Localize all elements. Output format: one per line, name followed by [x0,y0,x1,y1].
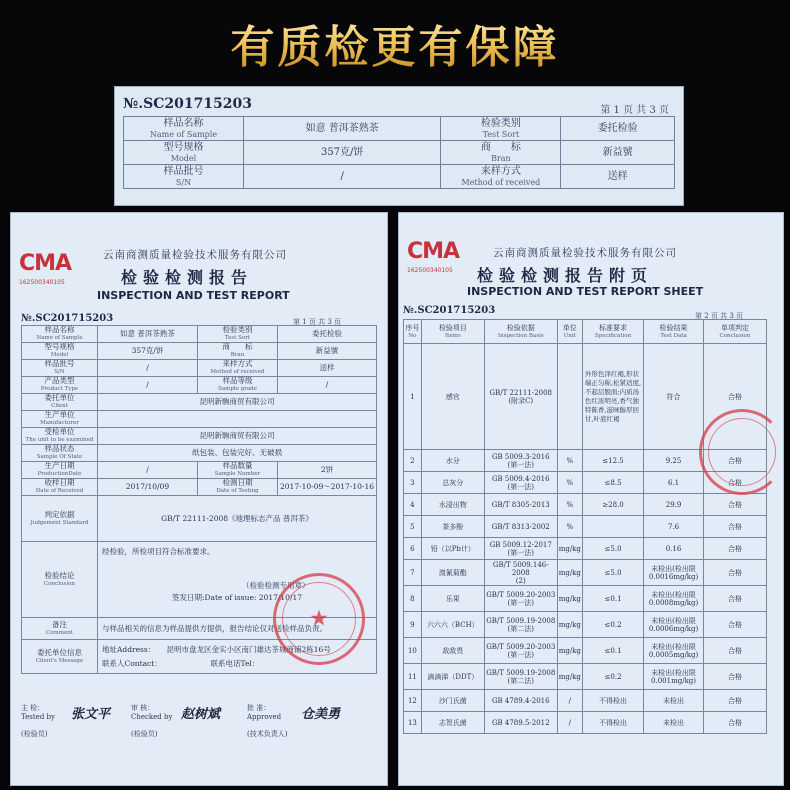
page-indicator: 第 1 页 共 3 页 [600,105,669,116]
report-appendix-page [398,212,784,786]
manufacturer-label: 生产单位 Manufacturer [22,411,98,428]
result-cell-spec: ≤0.2 [582,612,643,638]
field-label: 产品类型 Product Type [22,377,98,394]
field-value: 送样 [278,360,377,377]
seal-star-icon: ★ [309,606,329,632]
field-label: 商 标 Bran [441,141,561,165]
field-value: / [244,165,441,189]
result-cell-c: 合格 [703,664,766,690]
sample-info-row [22,343,377,360]
standard-value: GB/T 22111-2008《地理标志产品 普洱茶》 [98,496,377,542]
field-label: 检验类别 Test Sort [198,326,278,343]
result-cell-unit: % [557,494,582,516]
result-cell-unit: % [557,472,582,494]
result-cell-item: 感官 [421,344,484,450]
result-cell-unit: mg/kg [557,612,582,638]
column-header: 检验结果 Test Data [644,320,704,344]
result-row [404,690,767,712]
result-cell-basis: GB/T 5009.19-2008 (第二法) [484,664,557,690]
result-cell-basis: GB/T 5009.146-2008 (2) [484,560,557,586]
result-cell-item: 水分 [421,450,484,472]
field-label: 型号规格 Model [22,343,98,360]
result-cell-basis: GB/T 5009.20-2003 (第一法) [484,586,557,612]
result-cell-c: 合格 [703,560,766,586]
result-cell-data: 未检出(检出限0.0006mg/kg) [644,612,704,638]
result-cell-item: 沙门氏菌 [421,690,484,712]
column-header: 单位 Unit [557,320,582,344]
field-value: 357克/饼 [244,141,441,165]
production-date-value: / [98,462,198,479]
client-message-label: 委托单位信息 Client's Message [22,640,98,674]
field-value: 送样 [561,165,675,189]
result-cell-data: 未检出 [644,690,704,712]
production-date-label: 生产日期 ProductionDate [22,462,98,479]
result-row [404,586,767,612]
result-cell-c: 合格 [703,612,766,638]
strip-row [124,141,675,165]
result-cell-basis: GB/T 8305-2013 [484,494,557,516]
result-cell-unit: mg/kg [557,586,582,612]
result-cell-basis: GB 4789.4-2016 [484,690,557,712]
page-indicator: 第 2 页 共 3 页 [695,312,744,320]
result-cell-item: 乐果 [421,586,484,612]
result-cell-c: 合格 [703,638,766,664]
banner [0,0,790,85]
report-number: №.SC201715203 [21,313,114,324]
testing-date-label: 检测日期 Date of Testing [198,479,278,496]
result-cell-unit: mg/kg [557,638,582,664]
banner-title: 有质检更有保障 [231,11,560,75]
result-cell-c: 合格 [703,516,766,538]
tested-by: 主 检： Tested by (检验员) [21,704,55,738]
result-cell-item: 志贺氏菌 [421,712,484,734]
report-title: 检验检测报告 [121,268,254,287]
result-cell-spec: 不得检出 [582,712,643,734]
result-cell-n: 13 [404,712,422,734]
state-value: 纸包装、包装完好、无破损 [98,445,377,462]
conclusion-text: 经检验，所检项目符合标准要求。 [102,547,215,556]
result-cell-c: 合格 [703,712,766,734]
result-row [404,538,767,560]
result-cell-unit: / [557,712,582,734]
report-title-en: INSPECTION AND TEST REPORT [97,289,290,302]
result-cell-unit: mg/kg [557,538,582,560]
cma-number: 162500340105 [407,267,453,274]
report-title: 检验检测报告附页 [477,266,654,285]
field-value: / [278,377,377,394]
result-cell-n: 11 [404,664,422,690]
company-name: 云南商测质量检验技术服务有限公司 [103,249,287,261]
remark-value: 与样品相关的信息为样品提供方提供，报告结论仅对送检样品负责。 [98,618,377,640]
field-value: / [98,377,198,394]
result-row [404,494,767,516]
strip-table [123,116,675,189]
field-value: 如意 普洱茶熟茶 [244,117,441,141]
result-cell-unit: mg/kg [557,560,582,586]
field-label: 来样方式 Method of received [198,360,278,377]
result-cell-n: 6 [404,538,422,560]
report-number: №.SC201715203 [123,96,253,112]
client-address: 地址Address： 昆明市盘龙区金实小区南门雄达茶城商铺2栋16号 [102,644,331,654]
result-row [404,516,767,538]
result-cell-unit: / [557,690,582,712]
column-header: 单项判定 Conclusion [703,320,766,344]
result-cell-spec: 不得检出 [582,690,643,712]
checked-signature: 赵树斌 [181,707,221,722]
result-cell-n: 4 [404,494,422,516]
field-value: 委托检验 [278,326,377,343]
client-contact: 联系人Contact： 联系电话Tel： [102,658,260,668]
result-cell-basis: GB/T 22111-2008 (附录C) [484,344,557,450]
issue-date: 签发日期:Date of issue: 2017/10/17 [172,593,303,602]
result-cell-basis: GB 5009.4-2016 (第一法) [484,472,557,494]
result-cell-basis: GB/T 5009.20-2003 (第一法) [484,638,557,664]
result-cell-n: 7 [404,560,422,586]
field-label: 检验类别 Test Sort [441,117,561,141]
result-cell-unit: % [557,516,582,538]
cma-logo: CMA [407,239,460,264]
result-cell-n: 10 [404,638,422,664]
result-row [404,638,767,664]
result-row [404,664,767,690]
zoomed-header-strip [114,86,684,206]
result-cell-data: 未检出 [644,712,704,734]
result-cell-n: 1 [404,344,422,450]
strip-row [124,117,675,141]
result-cell-spec: 外形色泽红褐,形状端正匀称,松紧适度,不起层脱面;内质汤色红浓明亮,香气独特陈香,滋味醇厚回甘,叶底红褐 [582,344,643,450]
sample-info-row [22,377,377,394]
remark-label: 备注 Comment [22,618,98,640]
field-label: 样品批号 S/N [124,165,244,189]
result-row [404,560,767,586]
result-cell-item: 铅（以Pb计） [421,538,484,560]
field-label: 样品名称 Name of Sample [124,117,244,141]
sample-qty-value: 2饼 [278,462,377,479]
result-row [404,712,767,734]
result-cell-unit: mg/kg [557,664,582,690]
result-cell-spec: ≤0.1 [582,586,643,612]
result-cell-basis: GB/T 8313-2002 [484,516,557,538]
result-cell-spec: ≤0.2 [582,664,643,690]
field-value: 委托检验 [561,117,675,141]
field-value: 新益號 [278,343,377,360]
result-cell-data: 符合 [644,344,704,450]
field-label: 型号规格 Model [124,141,244,165]
result-cell-data: 7.6 [644,516,704,538]
result-cell-item: 敌敌畏 [421,638,484,664]
field-value: / [98,360,198,377]
column-header: 序号 No [404,320,422,344]
result-cell-data: 0.16 [644,538,704,560]
column-header: 标准要求 Specification [582,320,643,344]
cma-logo: CMA [19,251,72,276]
result-cell-c: 合格 [703,450,766,472]
standard-label: 判定依据 Judgement Standard [22,496,98,542]
red-seal-edge [699,409,785,495]
testing-date-value: 2017-10-09～2017-10-16 [278,479,377,496]
field-label: 样品名称 Name of Sample [22,326,98,343]
result-cell-spec: ≤12.5 [582,450,643,472]
result-cell-n: 3 [404,472,422,494]
sample-info-row [22,360,377,377]
result-cell-n: 5 [404,516,422,538]
field-label: 来样方式 Method of received [441,165,561,189]
result-cell-c: 合格 [703,690,766,712]
field-value: 357克/饼 [98,343,198,360]
result-cell-c: 合格 [703,538,766,560]
company-name: 云南商测质量检验技术服务有限公司 [493,247,677,259]
report-title-en: INSPECTION AND TEST REPORT SHEET [467,285,704,298]
cma-number: 162500340105 [19,279,65,286]
result-cell-n: 2 [404,450,422,472]
red-official-seal [273,573,365,665]
examined-label: 受检单位 The unit to be examined [22,428,98,445]
field-label: 样品批号 S/N [22,360,98,377]
results-table [403,319,767,734]
manufacturer-value [98,411,377,428]
result-cell-item: 溴氰菊酯 [421,560,484,586]
state-label: 样品状态 Sample Of State [22,445,98,462]
result-cell-basis: GB 5009.12-2017 (第一法) [484,538,557,560]
result-cell-c: 合格 [703,472,766,494]
received-date-value: 2017/10/09 [98,479,198,496]
client-label: 委托单位 Client [22,394,98,411]
checked-by: 审 核： Checked by (检验员) [131,704,173,738]
client-value: 昆明新駒商贸有限公司 [98,394,377,411]
result-cell-spec: ≤5.0 [582,538,643,560]
stamp-caption: （检验检测专用章） [242,581,310,590]
result-cell-basis: GB 5009.3-2016 (第一法) [484,450,557,472]
result-cell-spec: ≥28.0 [582,494,643,516]
result-cell-spec: ≤0.1 [582,638,643,664]
result-cell-spec [582,516,643,538]
result-cell-unit [557,344,582,450]
result-cell-c: 合格 [703,586,766,612]
result-cell-item: 水浸出物 [421,494,484,516]
examined-value: 昆明新駒商贸有限公司 [98,428,377,445]
result-cell-n: 12 [404,690,422,712]
field-label: 商 标 Bran [198,343,278,360]
result-row [404,612,767,638]
approved-by: 批 准： Approved (技术负责人) [247,704,288,738]
received-date-label: 收样日期 Date of Received [22,479,98,496]
result-cell-spec: ≤8.5 [582,472,643,494]
result-cell-data: 6.1 [644,472,704,494]
approved-signature: 仓美勇 [301,707,341,722]
result-cell-basis: GB 4789.5-2012 [484,712,557,734]
field-value: 新益號 [561,141,675,165]
result-cell-data: 未检出(检出限0.0005mg/kg) [644,638,704,664]
column-header: 检验项目 Items [421,320,484,344]
field-value: 如意 普洱茶熟茶 [98,326,198,343]
result-cell-data: 未检出(检出限0.0008mg/kg) [644,586,704,612]
result-cell-item: 茶多酚 [421,516,484,538]
result-cell-c: 合格 [703,494,766,516]
page-indicator: 第 1 页 共 3 页 [293,318,342,326]
result-cell-n: 8 [404,586,422,612]
result-cell-n: 9 [404,612,422,638]
result-cell-data: 未检出(检出限0.0016mg/kg) [644,560,704,586]
result-cell-item: 六六六（BCH） [421,612,484,638]
result-cell-item: 滴滴涕（DDT） [421,664,484,690]
field-label: 样品等级 Sample grade [198,377,278,394]
sample-info-row [22,326,377,343]
column-header: 检验依据 Inspection Basis [484,320,557,344]
strip-row [124,165,675,189]
result-cell-item: 总灰分 [421,472,484,494]
report-main-page [10,212,388,786]
result-cell-spec: ≤5.0 [582,560,643,586]
result-cell-unit: % [557,450,582,472]
result-cell-basis: GB/T 5009.19-2008 (第二法) [484,612,557,638]
sample-qty-label: 样品数量 Sample Number [198,462,278,479]
report-number: №.SC201715203 [403,305,496,316]
result-cell-data: 9.25 [644,450,704,472]
result-cell-data: 29.9 [644,494,704,516]
result-cell-data: 未检出(检出限0.001mg/kg) [644,664,704,690]
tested-signature: 张文平 [71,707,111,722]
result-cell-c: 合格 [703,344,766,450]
conclusion-label: 检验结论 Conclusion [22,542,98,618]
